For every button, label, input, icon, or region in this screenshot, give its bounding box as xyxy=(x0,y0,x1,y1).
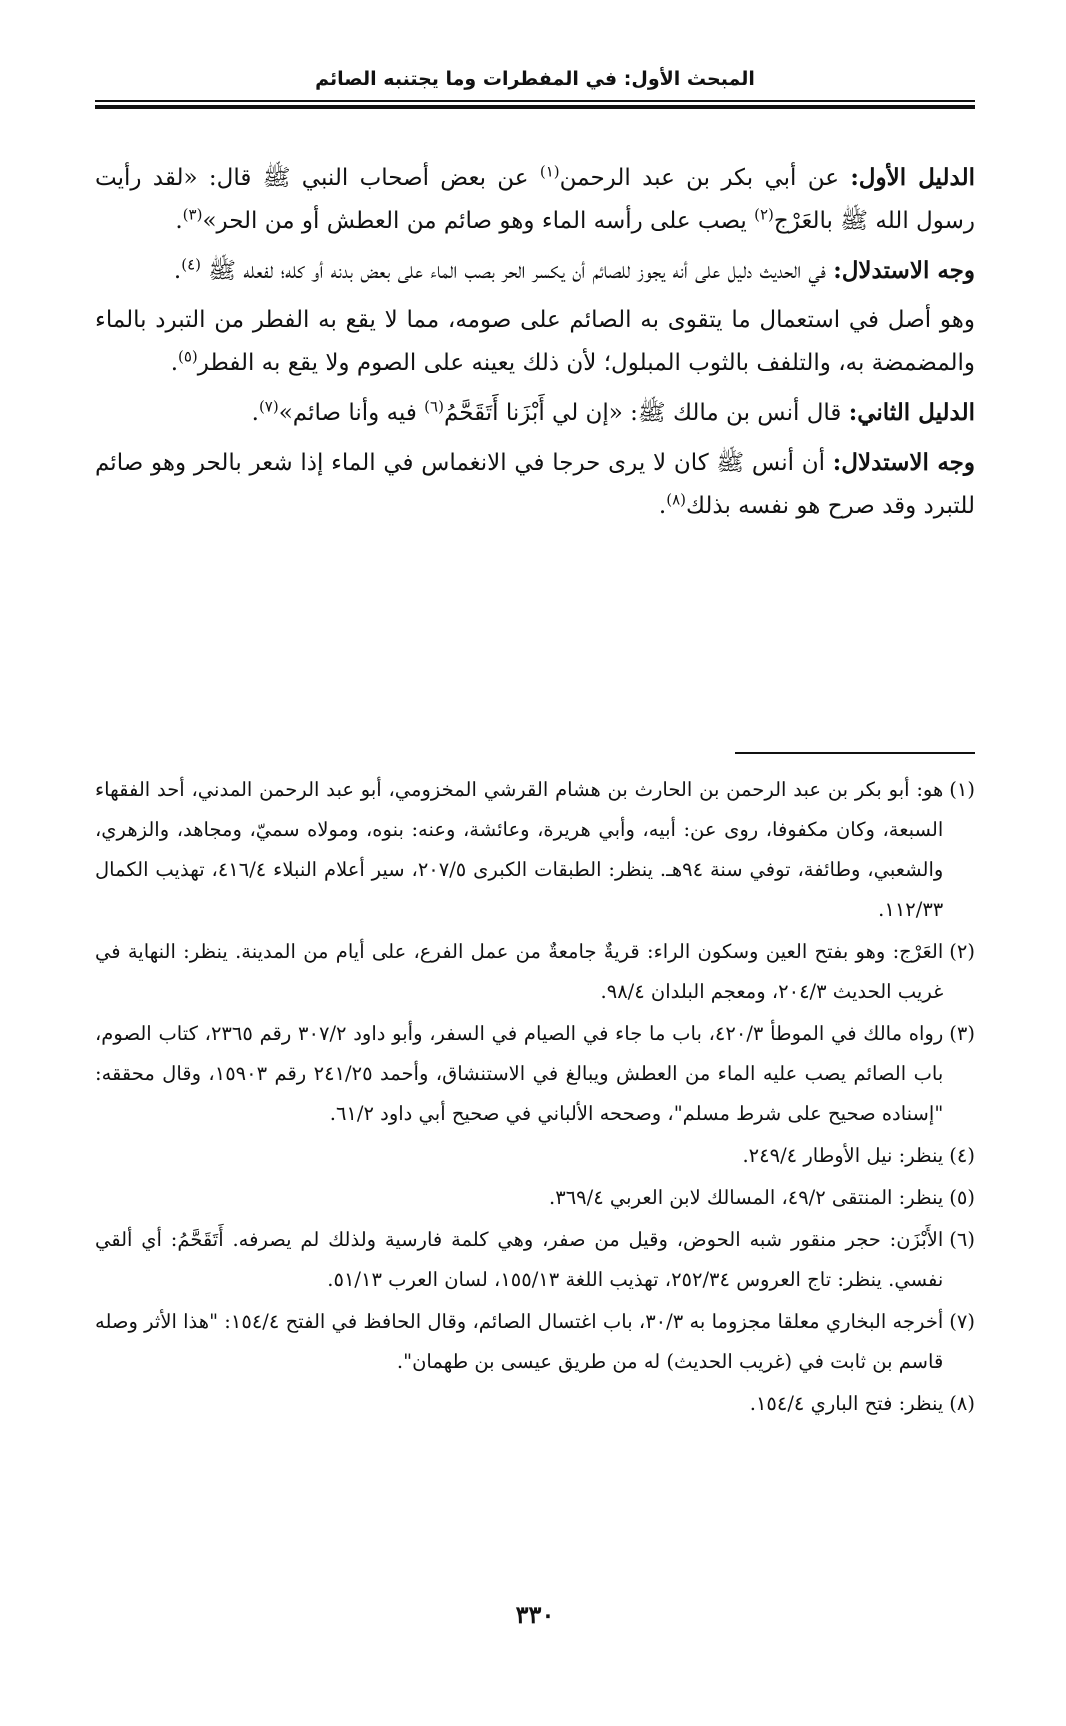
footnote-separator xyxy=(735,752,975,754)
footnote-number: (٤) xyxy=(949,1144,975,1167)
footnote-text: ينظر: المنتقى ٤٩/٢، المسالك لابن العربي ٣٦٩/٤. xyxy=(549,1186,944,1209)
footnote-text: الأَبْزَن: حجر منقور شبه الحوض، وقيل من صفر، وهي كلمة فارسية ولذلك لم يصرفه. أَتَقَحَّمُ: أي ألقي نفسي. ينظر: تاج العروس ٢٥٢/٣٤، تهذيب اللغة ١٥٥/١٣، لسان العرب ٥١/١٣. xyxy=(95,1228,944,1291)
paragraph-second-evidence xyxy=(95,391,975,435)
paragraph-end: . xyxy=(175,208,183,234)
paragraph-lead: وجه الاستدلال: xyxy=(832,449,975,476)
paragraph-end: . xyxy=(658,493,667,519)
footnote-ref[interactable]: (٧) xyxy=(258,397,279,416)
footnote-ref[interactable]: (٤) xyxy=(181,255,201,274)
footnote-ref[interactable]: (٢) xyxy=(754,205,774,224)
paragraph-inference-one xyxy=(95,249,975,293)
footnotes xyxy=(95,770,975,1426)
footnote-text: ينظر: فتح الباري ١٥٤/٤. xyxy=(749,1392,944,1415)
footnote-text: ينظر: نيل الأوطار ٢٤٩/٤. xyxy=(742,1144,944,1167)
footnote-item xyxy=(95,1384,975,1424)
footnote-item xyxy=(95,1178,975,1218)
paragraph-text: يصب على رأسه الماء وهو صائم من العطش أو من الحر» xyxy=(202,208,755,234)
footnote-item xyxy=(95,1136,975,1176)
paragraph-text: وهو أصل في استعمال ما يتقوى به الصائم على صومه، مما لا يقع به الفطر من التبرد بالماء والمضمضة به، والتلفف بالثوب المبلول؛ لأن ذلك يعينه على الصوم ولا يقع به الفطر xyxy=(95,307,975,376)
page-number: ٣٣٠ xyxy=(515,1600,555,1629)
paragraph-first-evidence xyxy=(95,156,975,243)
footnote-ref[interactable]: (٦) xyxy=(424,397,444,416)
footnote-item xyxy=(95,1014,975,1134)
footnote-number: (١) xyxy=(949,778,975,801)
footnote-text: رواه مالك في الموطأ ٤٢٠/٣، باب ما جاء في الصيام في السفر، وأبو داود ٣٠٧/٢ رقم ٢٣٦٥، كتاب الصوم، باب الصائم يصب عليه الماء من العطش ويبالغ في الاستنشاق، وأحمد ٢٤١/٢٥ رقم ١٥٩٠٣، وقال محققه: "إسناده صحيح على شرط مسلم"، وصححه الألباني في صحيح أبي داود ٦١/٢. xyxy=(95,1022,944,1125)
footnote-number: (٦) xyxy=(949,1228,975,1251)
footnote-text: أخرجه البخاري معلقا مجزوما به ٣٠/٣، باب اغتسال الصائم، وقال الحافظ في الفتح ١٥٤/٤: "هذا الأثر وصله قاسم بن ثابت في (غريب الحديث) له من طريق عيسى بن طهمان". xyxy=(95,1310,944,1373)
footnote-ref[interactable]: (٥) xyxy=(178,347,198,366)
paragraph-text: فيه وأنا صائم» xyxy=(278,400,425,426)
footnote-item xyxy=(95,1220,975,1300)
footnote-text: العَرْج: وهو بفتح العين وسكون الراء: قريةٌ جامعةٌ من عمل الفرع، على أيام من المدينة. ينظر: النهاية في غريب الحديث ٢٠٤/٣، ومعجم البلدان ٩٨/٤. xyxy=(95,940,944,1003)
footnote-item xyxy=(95,932,975,1012)
paragraph-text: في الحديث دليل على أنه يجوز للصائم أن يكسر الحر بصب الماء على بعض بدنه أو كله؛ لفعله ﷺ xyxy=(200,258,834,284)
header-rule xyxy=(95,100,975,109)
paragraph-lead: الدليل الأول: xyxy=(850,164,975,191)
main-text xyxy=(95,156,975,534)
footnote-number: (٣) xyxy=(949,1022,975,1045)
paragraph-end: . xyxy=(170,350,178,376)
paragraph-text: أن أنس ﷺ كان لا يرى حرجا في الانغماس في الماء إذا شعر بالحر وهو صائم للتبرد وقد صرح هو نفسه بذلك xyxy=(95,450,975,519)
footnote-ref[interactable]: (٣) xyxy=(182,205,203,224)
footnote-ref[interactable]: (١) xyxy=(539,162,560,181)
paragraph-lead: وجه الاستدلال: xyxy=(833,257,975,284)
running-header: المبحث الأول: في المفطرات وما يجتنبه الصائم xyxy=(315,68,755,90)
footnote-text: هو: أبو بكر بن عبد الرحمن بن الحارث بن هشام القرشي المخزومي، أبو عبد الرحمن المدني، أحد الفقهاء السبعة، وكان مكفوفا، روى عن: أبيه، وأبي هريرة، وعائشة، وعنه: بنوه، ومولاه سميّ، ومجاهد، والزهري، والشعبي، وطائفة، توفي سنة ٩٤هـ. ينظر: الطبقات الكبرى ٢٠٧/٥، سير أعلام النبلاء ٤١٦/٤، تهذيب الكمال ١١٢/٣٣. xyxy=(95,778,944,921)
footnote-number: (٧) xyxy=(949,1310,975,1333)
paragraph-lead: الدليل الثاني: xyxy=(848,399,975,426)
paragraph-text: عن أبي بكر بن عبد الرحمن xyxy=(559,165,851,191)
paragraph-text: قال أنس بن مالك ﷺ: «إن لي أَبْزَنا أَتَقَحَّمُ xyxy=(443,400,849,426)
footnote-number: (٢) xyxy=(949,940,975,963)
footnote-item xyxy=(95,1302,975,1382)
paragraph-inference-two xyxy=(95,441,975,528)
footnote-item xyxy=(95,770,975,930)
footnote-number: (٥) xyxy=(949,1186,975,1209)
footnote-number: (٨) xyxy=(949,1392,975,1415)
paragraph-end: . xyxy=(251,400,259,426)
footnote-ref[interactable]: (٨) xyxy=(666,490,686,509)
paragraph-text: عن بعض أصحاب النبي ﷺ قال: «لقد رأيت رسول الله ﷺ بالعَرْج xyxy=(95,165,975,234)
paragraph-end: . xyxy=(173,258,182,284)
paragraph-principle xyxy=(95,299,975,385)
